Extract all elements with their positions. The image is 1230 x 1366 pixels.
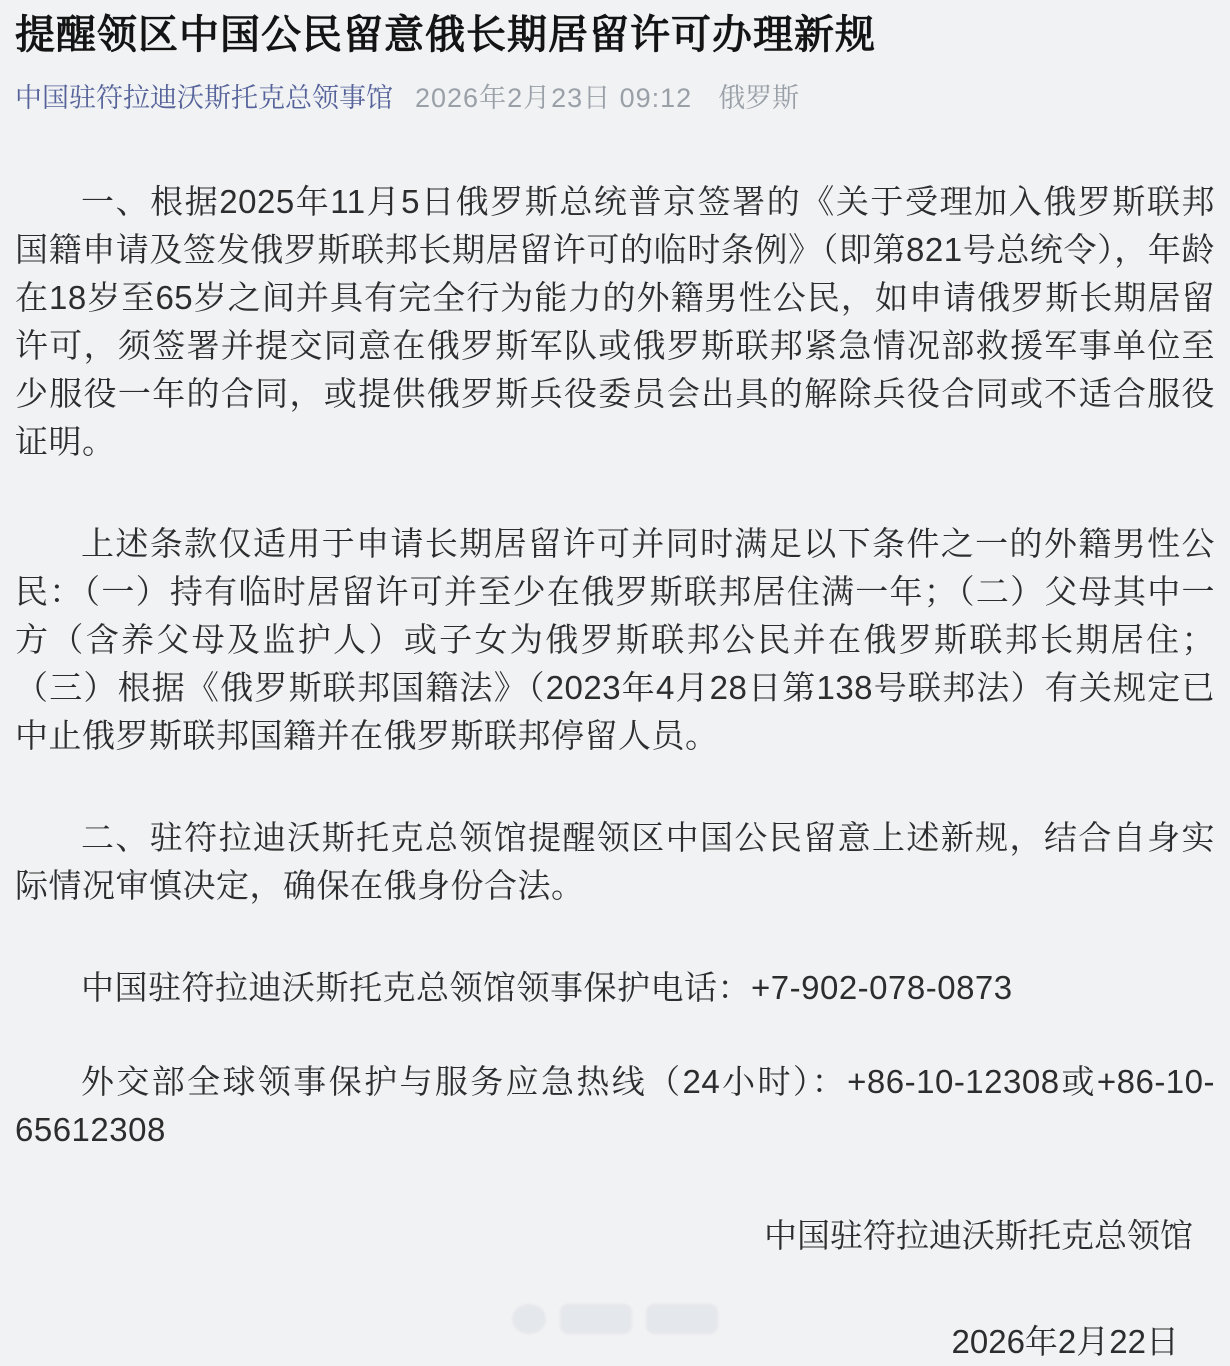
watermark-fragment (512, 1304, 546, 1334)
signature-date: 2026年2月22日 (951, 1323, 1179, 1361)
byline (15, 82, 1215, 114)
post-location: 俄罗斯 (718, 83, 800, 113)
watermark-fragment (560, 1304, 632, 1334)
paragraph-conditions: 上述条款仅适用于申请长期居留许可并同时满足以下条件之一的外籍男性公民：（一）持有临时居留许可并至少在俄罗斯联邦居住满一年；（二）父母其中一方（含养父母及监护人）或子女为俄罗斯联邦公民并在俄罗斯联邦长期居住；（三）根据《俄罗斯联邦国籍法》（2023年4月28日第138号联邦法）有关规定已中止俄罗斯联邦国籍并在俄罗斯联邦停留人员。 (15, 525, 1215, 755)
paragraph-decree-rule: 一、根据2025年11月5日俄罗斯总统普京签署的《关于受理加入俄罗斯联邦国籍申请及签发俄罗斯联邦长期居留许可的临时条例》（即第821号总统令），年龄在18岁至65岁之间并具有完全行为能力的外籍男性公民，如申请俄罗斯长期居留许可，须签署并提交同意在俄罗斯军队或俄罗斯联邦紧急情况部救援军事单位至少服役一年的合同，或提供俄罗斯兵役委员会出具的解除兵役合同或不适合服役证明。 (15, 183, 1215, 461)
author-link[interactable]: 中国驻符拉迪沃斯托克总领事馆 (15, 83, 393, 113)
paragraph-reminder: 二、驻符拉迪沃斯托克总领馆提醒领区中国公民留意上述新规，结合自身实际情况审慎决定，确保在俄身份合法。 (15, 819, 1215, 905)
paragraph-consulate-phone: 中国驻符拉迪沃斯托克总领馆领事保护电话：+7-902-078-0873 (81, 969, 1013, 1007)
watermark-fragment (646, 1304, 718, 1334)
signature-block (15, 1212, 1215, 1366)
article-body (15, 178, 1215, 1154)
post-timestamp: 2026年2月23日 09:12 (415, 83, 693, 113)
paragraph-hotline: 外交部全球领事保护与服务应急热线（24小时）：+86-10-12308或+86-10-65612308 (15, 1063, 1215, 1149)
watermark (512, 1304, 718, 1334)
signature-org: 中国驻符拉迪沃斯托克总领馆 (764, 1217, 1193, 1255)
page-title: 提醒领区中国公民留意俄长期居留许可办理新规 (15, 13, 876, 57)
